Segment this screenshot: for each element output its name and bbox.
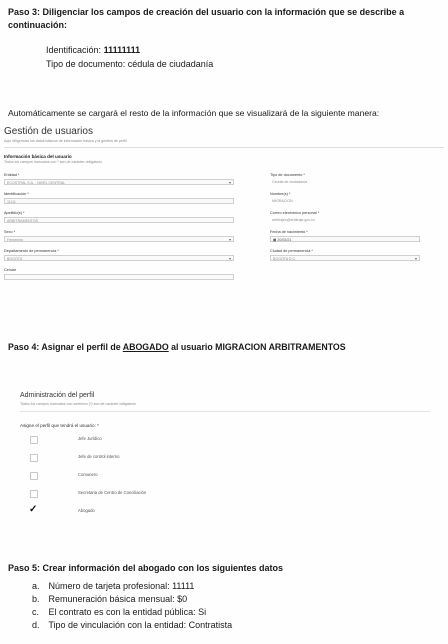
step3-doc-type: Tipo de documento: cédula de ciudadanía — [46, 59, 214, 69]
calendar-icon[interactable]: ▦ — [273, 238, 277, 242]
fecha-input[interactable] — [270, 236, 420, 242]
list-letter: a. — [32, 581, 40, 591]
apellido-value: ARBITRAMENTOS — [7, 219, 38, 223]
step4-prefix: Paso 4: Asignar el perfil de — [8, 342, 121, 352]
checkbox[interactable] — [30, 490, 38, 498]
id-label: Identificación: — [46, 45, 102, 55]
list-item — [32, 606, 232, 619]
step3-text: Diligenciar los campos de creación del usuario con la información que se describe a continuación: — [8, 7, 405, 30]
assign-label: Asigne el perfil que tendrá el usuario: * — [20, 423, 99, 428]
section-hint: Todos los campos marcados con * son de carácter obligatorio — [4, 160, 103, 164]
step4-perfil: ABOGADO — [122, 342, 169, 352]
list-item — [32, 580, 232, 593]
step3-identification — [46, 44, 140, 56]
sexo-label: Sexo * — [4, 230, 16, 234]
profile-item-label: Abogado — [78, 508, 95, 513]
divider — [4, 147, 444, 148]
ciudad-label: Ciudad de permanencia * — [270, 249, 313, 253]
check-icon[interactable]: ✓ — [29, 504, 38, 515]
id-value: 11111111 — [103, 45, 141, 55]
user-form-title: Gestión de usuarios — [4, 126, 93, 137]
fecha-value: 20/03/21 — [277, 238, 292, 242]
entity-value: ECOSTRAL S.A. - NIVEL CENTRAL — [7, 181, 66, 185]
correo-label: Correo electrónico personal * — [270, 211, 320, 215]
list-item — [32, 619, 232, 632]
user-form-subtitle: Aquí diligencias los datos básicos de información básica y la gestión de perfil — [4, 139, 127, 143]
ident-label: Identificación * — [4, 192, 29, 196]
profile-admin-hint: Todos los campos marcados con asterisco (*) son de carácter obligatorio — [20, 402, 136, 406]
list-text: Remuneración básica mensual: $0 — [48, 594, 188, 604]
profile-admin-title: Administración del perfil — [20, 392, 95, 399]
ciudad-value: BOGOTA D.C. — [273, 257, 297, 261]
tipo-doc-field[interactable] — [270, 179, 420, 185]
correo-value: arbitrajes@arbitraje.gov.co — [272, 218, 315, 222]
depto-label: Departamento de permanencia * — [4, 249, 59, 253]
step5-heading: Paso 5: Crear información del abogado con los siguientes datos — [8, 563, 284, 573]
fecha-label: Fecha de nacimiento * — [270, 230, 308, 234]
step3-prefix: Paso 3: — [8, 7, 41, 17]
depto-select[interactable] — [4, 255, 234, 261]
list-text: El contrato es con la entidad pública: Si — [48, 607, 207, 617]
user-form-screenshot — [4, 124, 444, 304]
sexo-select[interactable] — [4, 236, 234, 242]
checkbox[interactable] — [30, 472, 38, 480]
list-letter: d. — [32, 620, 40, 630]
list-letter: b. — [32, 594, 40, 604]
tipo-doc-value: Cédula de ciudadanía — [272, 180, 307, 184]
depto-value: BOGOTA — [7, 257, 23, 261]
chevron-down-icon: ▾ — [414, 256, 417, 261]
checkbox[interactable] — [30, 436, 38, 444]
chevron-down-icon: ▾ — [228, 256, 231, 261]
profile-admin-screenshot — [10, 384, 446, 524]
divider — [20, 411, 430, 412]
ident-value: 11111 — [7, 200, 16, 204]
apellido-label: Apellido(s) * — [4, 211, 25, 215]
entity-select[interactable] — [4, 179, 234, 185]
ciudad-select[interactable] — [270, 255, 420, 261]
step3-paragraph — [8, 6, 442, 32]
list-item — [32, 593, 232, 606]
step4-suffix: al usuario MIGRACION ARBITRAMENTOS — [171, 342, 346, 352]
ident-input[interactable] — [4, 198, 234, 204]
list-text: Número de tarjeta profesional: 11111 — [48, 581, 195, 591]
entity-label: Entidad * — [4, 173, 20, 177]
section-title: Información básica del usuario — [4, 154, 72, 159]
nombre-value: MIGRACION — [272, 199, 293, 203]
list-letter: c. — [32, 607, 40, 617]
list-text: Tipo de vinculación con la entidad: Contratista — [48, 620, 233, 630]
step4-heading — [8, 342, 346, 352]
sexo-value: Femenino — [7, 238, 23, 242]
celular-input[interactable] — [4, 274, 234, 280]
profile-item-label: Comunero — [78, 472, 98, 477]
tipo-doc-label: Tipo de documento * — [270, 173, 305, 177]
auto-load-text: Automáticamente se cargará el resto de la información que se visualizará de la siguiente manera: — [8, 108, 380, 118]
profile-item-label: Jefe de control interno — [78, 454, 120, 459]
nombre-label: Nombre(s) * — [270, 192, 291, 196]
nombre-input[interactable] — [270, 198, 420, 204]
profile-item-label: Jefe Jurídico — [78, 436, 102, 441]
apellido-input[interactable] — [4, 217, 234, 223]
correo-input[interactable] — [270, 217, 420, 223]
celular-label: Celular — [4, 268, 17, 272]
checkbox[interactable] — [30, 454, 38, 462]
chevron-down-icon: ▾ — [228, 180, 231, 185]
profile-item-label: Secretaria de Centro de Conciliación — [78, 490, 147, 495]
chevron-down-icon: ▾ — [228, 237, 231, 242]
step5-list — [32, 580, 232, 632]
